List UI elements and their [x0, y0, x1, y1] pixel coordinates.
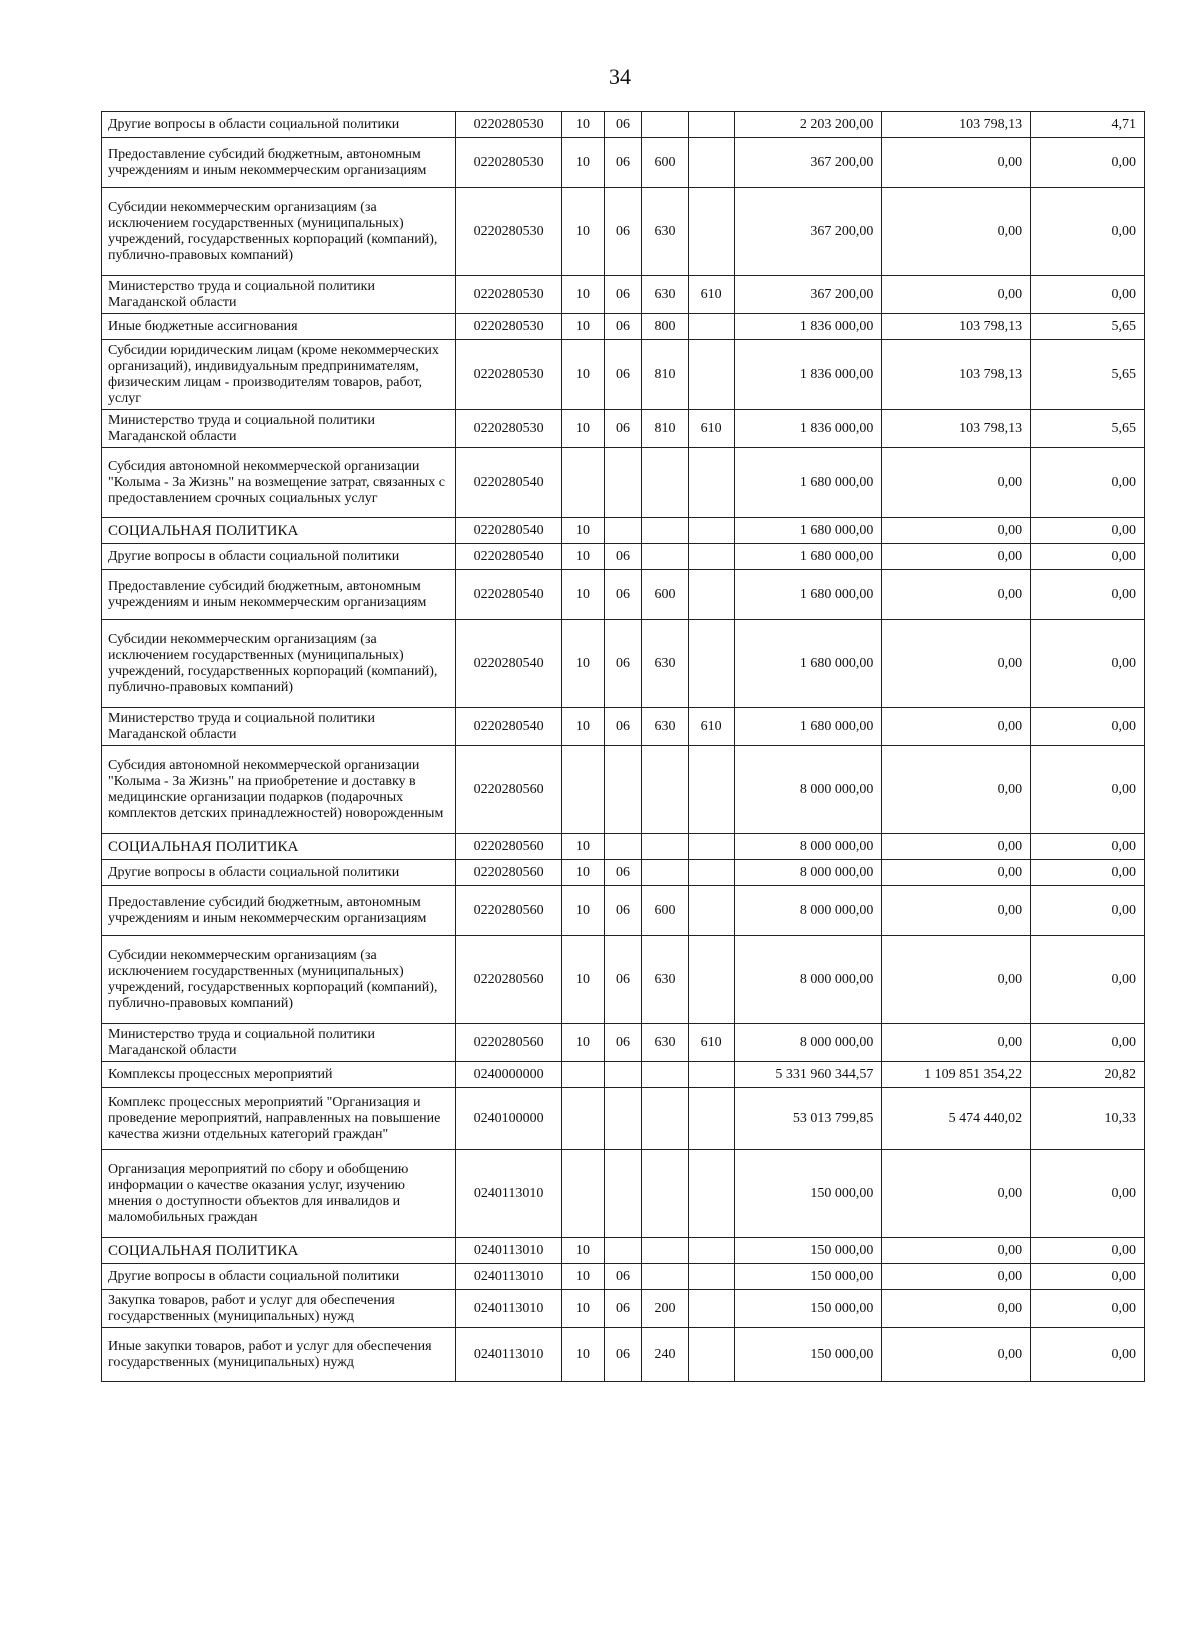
- row-name-cell: Предоставление субсидий бюджетным, автономным учреждениям и иным некоммерческим организациям: [102, 138, 456, 188]
- table-row: [102, 1328, 1145, 1382]
- row-name-cell: Закупка товаров, работ и услуг для обеспечения государственных (муниципальных) нужд: [102, 1290, 456, 1328]
- row-expense-type-cell: [642, 112, 688, 138]
- row-name-cell: Организация мероприятий по сбору и обобщению информации о качестве оказания услуг, изучению мнения о доступности объектов для инвалидов и маломобильных граждан: [102, 1150, 456, 1238]
- row-section-cell: 10: [562, 188, 604, 276]
- row-fact-cell: 0,00: [882, 276, 1031, 314]
- row-csr-cell: 0220280560: [455, 1024, 562, 1062]
- row-fact-cell: 5 474 440,02: [882, 1088, 1031, 1150]
- row-fact-cell: 103 798,13: [882, 410, 1031, 448]
- row-subsection-cell: 06: [604, 1328, 642, 1382]
- row-csr-cell: 0220280540: [455, 518, 562, 544]
- row-name-cell: Субсидия автономной некоммерческой организации "Колыма - За Жизнь" на возмещение затрат, связанных с предоставлением срочных социальных услуг: [102, 448, 456, 518]
- row-percent-cell: 0,00: [1031, 1024, 1145, 1062]
- row-expense-type-cell: 800: [642, 314, 688, 340]
- row-admin-code-cell: [688, 886, 734, 936]
- row-section-cell: 10: [562, 936, 604, 1024]
- row-subsection-cell: 06: [604, 112, 642, 138]
- row-plan-cell: 367 200,00: [734, 138, 882, 188]
- row-admin-code-cell: [688, 834, 734, 860]
- row-subsection-cell: 06: [604, 340, 642, 410]
- row-plan-cell: 1 680 000,00: [734, 570, 882, 620]
- row-admin-code-cell: [688, 936, 734, 1024]
- row-name-cell: СОЦИАЛЬНАЯ ПОЛИТИКА: [102, 1238, 456, 1264]
- row-name-cell: Предоставление субсидий бюджетным, автономным учреждениям и иным некоммерческим организациям: [102, 886, 456, 936]
- row-subsection-cell: [604, 834, 642, 860]
- row-percent-cell: 20,82: [1031, 1062, 1145, 1088]
- row-percent-cell: 0,00: [1031, 834, 1145, 860]
- row-section-cell: [562, 448, 604, 518]
- row-plan-cell: 8 000 000,00: [734, 834, 882, 860]
- row-section-cell: 10: [562, 1264, 604, 1290]
- row-csr-cell: 0240113010: [455, 1328, 562, 1382]
- row-csr-cell: 0240113010: [455, 1290, 562, 1328]
- row-percent-cell: 10,33: [1031, 1088, 1145, 1150]
- row-plan-cell: 150 000,00: [734, 1238, 882, 1264]
- row-plan-cell: 367 200,00: [734, 188, 882, 276]
- row-subsection-cell: 06: [604, 138, 642, 188]
- row-percent-cell: 0,00: [1031, 1150, 1145, 1238]
- row-name-cell: Субсидии некоммерческим организациям (за исключением государственных (муниципальных) учреждений, государственных корпораций (компаний), публично-правовых компаний): [102, 936, 456, 1024]
- row-percent-cell: 0,00: [1031, 1290, 1145, 1328]
- row-expense-type-cell: 240: [642, 1328, 688, 1382]
- row-name-cell: Министерство труда и социальной политики Магаданской области: [102, 1024, 456, 1062]
- row-plan-cell: 1 680 000,00: [734, 544, 882, 570]
- row-name-cell: СОЦИАЛЬНАЯ ПОЛИТИКА: [102, 834, 456, 860]
- row-expense-type-cell: 630: [642, 188, 688, 276]
- row-fact-cell: 0,00: [882, 138, 1031, 188]
- row-name-cell: Субсидии юридическим лицам (кроме некоммерческих организаций), индивидуальным предпринимателям, физическим лицам - производителям товаров, работ, услуг: [102, 340, 456, 410]
- row-fact-cell: 0,00: [882, 518, 1031, 544]
- row-subsection-cell: [604, 518, 642, 544]
- row-expense-type-cell: [642, 1264, 688, 1290]
- row-section-cell: [562, 1150, 604, 1238]
- row-fact-cell: 0,00: [882, 936, 1031, 1024]
- row-subsection-cell: 06: [604, 410, 642, 448]
- table-row: [102, 886, 1145, 936]
- row-expense-type-cell: [642, 1062, 688, 1088]
- row-expense-type-cell: [642, 1150, 688, 1238]
- row-csr-cell: 0220280560: [455, 746, 562, 834]
- row-section-cell: 10: [562, 620, 604, 708]
- table-row: [102, 620, 1145, 708]
- row-plan-cell: 8 000 000,00: [734, 936, 882, 1024]
- row-subsection-cell: 06: [604, 1024, 642, 1062]
- table-row: [102, 834, 1145, 860]
- table-row: [102, 138, 1145, 188]
- row-fact-cell: 103 798,13: [882, 340, 1031, 410]
- row-fact-cell: 0,00: [882, 1024, 1031, 1062]
- row-name-cell: СОЦИАЛЬНАЯ ПОЛИТИКА: [102, 518, 456, 544]
- table-row: [102, 936, 1145, 1024]
- row-name-cell: Предоставление субсидий бюджетным, автономным учреждениям и иным некоммерческим организациям: [102, 570, 456, 620]
- row-plan-cell: 2 203 200,00: [734, 112, 882, 138]
- row-expense-type-cell: 630: [642, 708, 688, 746]
- row-percent-cell: 5,65: [1031, 314, 1145, 340]
- row-admin-code-cell: 610: [688, 276, 734, 314]
- row-expense-type-cell: [642, 1088, 688, 1150]
- row-admin-code-cell: [688, 314, 734, 340]
- row-section-cell: 10: [562, 1328, 604, 1382]
- row-admin-code-cell: 610: [688, 1024, 734, 1062]
- row-section-cell: 10: [562, 1290, 604, 1328]
- table-row: [102, 1150, 1145, 1238]
- row-expense-type-cell: 600: [642, 570, 688, 620]
- row-csr-cell: 0220280530: [455, 188, 562, 276]
- row-fact-cell: 0,00: [882, 1328, 1031, 1382]
- table-row: [102, 1264, 1145, 1290]
- row-percent-cell: 0,00: [1031, 1328, 1145, 1382]
- row-fact-cell: 1 109 851 354,22: [882, 1062, 1031, 1088]
- row-expense-type-cell: [642, 860, 688, 886]
- row-expense-type-cell: 630: [642, 276, 688, 314]
- row-fact-cell: 0,00: [882, 1290, 1031, 1328]
- row-plan-cell: 53 013 799,85: [734, 1088, 882, 1150]
- row-admin-code-cell: [688, 448, 734, 518]
- table-row: [102, 1024, 1145, 1062]
- row-expense-type-cell: 600: [642, 886, 688, 936]
- row-percent-cell: 0,00: [1031, 746, 1145, 834]
- row-expense-type-cell: 810: [642, 410, 688, 448]
- row-csr-cell: 0220280560: [455, 886, 562, 936]
- row-section-cell: 10: [562, 112, 604, 138]
- row-csr-cell: 0240113010: [455, 1238, 562, 1264]
- row-percent-cell: 5,65: [1031, 340, 1145, 410]
- row-csr-cell: 0220280540: [455, 708, 562, 746]
- row-admin-code-cell: [688, 138, 734, 188]
- row-plan-cell: 5 331 960 344,57: [734, 1062, 882, 1088]
- row-plan-cell: 1 680 000,00: [734, 518, 882, 544]
- row-percent-cell: 0,00: [1031, 188, 1145, 276]
- row-name-cell: Субсидии некоммерческим организациям (за исключением государственных (муниципальных) учреждений, государственных корпораций (компаний), публично-правовых компаний): [102, 620, 456, 708]
- budget-table: [101, 111, 1145, 1382]
- row-expense-type-cell: [642, 518, 688, 544]
- row-subsection-cell: 06: [604, 886, 642, 936]
- row-fact-cell: 0,00: [882, 620, 1031, 708]
- row-admin-code-cell: [688, 1290, 734, 1328]
- row-fact-cell: 0,00: [882, 1264, 1031, 1290]
- table-row: [102, 276, 1145, 314]
- row-admin-code-cell: 610: [688, 410, 734, 448]
- row-name-cell: Министерство труда и социальной политики Магаданской области: [102, 276, 456, 314]
- row-expense-type-cell: [642, 746, 688, 834]
- page-number: 34: [609, 64, 631, 89]
- row-expense-type-cell: [642, 1238, 688, 1264]
- row-admin-code-cell: [688, 1088, 734, 1150]
- row-fact-cell: 103 798,13: [882, 112, 1031, 138]
- table-body: [102, 112, 1145, 1382]
- row-section-cell: 10: [562, 518, 604, 544]
- row-percent-cell: 5,65: [1031, 410, 1145, 448]
- row-section-cell: 10: [562, 544, 604, 570]
- row-plan-cell: 1 680 000,00: [734, 620, 882, 708]
- row-fact-cell: 0,00: [882, 1238, 1031, 1264]
- row-csr-cell: 0220280540: [455, 544, 562, 570]
- row-section-cell: [562, 1088, 604, 1150]
- row-percent-cell: 0,00: [1031, 1264, 1145, 1290]
- row-name-cell: Министерство труда и социальной политики Магаданской области: [102, 410, 456, 448]
- row-plan-cell: 150 000,00: [734, 1264, 882, 1290]
- row-csr-cell: 0220280530: [455, 276, 562, 314]
- row-admin-code-cell: [688, 1264, 734, 1290]
- row-admin-code-cell: [688, 518, 734, 544]
- row-section-cell: 10: [562, 860, 604, 886]
- row-csr-cell: 0220280560: [455, 860, 562, 886]
- row-fact-cell: 0,00: [882, 544, 1031, 570]
- row-expense-type-cell: 810: [642, 340, 688, 410]
- row-plan-cell: 1 836 000,00: [734, 410, 882, 448]
- row-subsection-cell: 06: [604, 860, 642, 886]
- table-row: [102, 1062, 1145, 1088]
- row-subsection-cell: [604, 1150, 642, 1238]
- table-row: [102, 1238, 1145, 1264]
- row-csr-cell: 0220280540: [455, 570, 562, 620]
- row-csr-cell: 0240113010: [455, 1150, 562, 1238]
- row-section-cell: [562, 1062, 604, 1088]
- row-admin-code-cell: [688, 1238, 734, 1264]
- row-section-cell: 10: [562, 314, 604, 340]
- row-subsection-cell: 06: [604, 544, 642, 570]
- table-row: [102, 112, 1145, 138]
- row-admin-code-cell: [688, 112, 734, 138]
- row-admin-code-cell: [688, 1062, 734, 1088]
- row-fact-cell: 0,00: [882, 570, 1031, 620]
- row-subsection-cell: 06: [604, 570, 642, 620]
- row-subsection-cell: 06: [604, 276, 642, 314]
- table-row: [102, 544, 1145, 570]
- table-row: [102, 314, 1145, 340]
- row-plan-cell: 150 000,00: [734, 1150, 882, 1238]
- row-expense-type-cell: 600: [642, 138, 688, 188]
- table-row: [102, 708, 1145, 746]
- row-admin-code-cell: 610: [688, 708, 734, 746]
- row-plan-cell: 1 680 000,00: [734, 448, 882, 518]
- row-subsection-cell: 06: [604, 620, 642, 708]
- table-row: [102, 860, 1145, 886]
- row-expense-type-cell: 630: [642, 936, 688, 1024]
- row-subsection-cell: [604, 746, 642, 834]
- row-plan-cell: 8 000 000,00: [734, 746, 882, 834]
- row-name-cell: Другие вопросы в области социальной политики: [102, 112, 456, 138]
- row-section-cell: 10: [562, 340, 604, 410]
- row-name-cell: Другие вопросы в области социальной политики: [102, 1264, 456, 1290]
- row-csr-cell: 0240113010: [455, 1264, 562, 1290]
- row-fact-cell: 0,00: [882, 834, 1031, 860]
- row-plan-cell: 1 680 000,00: [734, 708, 882, 746]
- row-admin-code-cell: [688, 860, 734, 886]
- row-percent-cell: 0,00: [1031, 138, 1145, 188]
- row-percent-cell: 0,00: [1031, 1238, 1145, 1264]
- row-percent-cell: 0,00: [1031, 620, 1145, 708]
- row-admin-code-cell: [688, 746, 734, 834]
- row-plan-cell: 367 200,00: [734, 276, 882, 314]
- row-expense-type-cell: [642, 834, 688, 860]
- row-name-cell: Иные закупки товаров, работ и услуг для обеспечения государственных (муниципальных) нужд: [102, 1328, 456, 1382]
- row-admin-code-cell: [688, 620, 734, 708]
- row-subsection-cell: [604, 448, 642, 518]
- row-csr-cell: 0220280560: [455, 834, 562, 860]
- row-percent-cell: 0,00: [1031, 708, 1145, 746]
- row-fact-cell: 103 798,13: [882, 314, 1031, 340]
- row-csr-cell: 0220280560: [455, 936, 562, 1024]
- table-row: [102, 448, 1145, 518]
- table-row: [102, 570, 1145, 620]
- row-subsection-cell: 06: [604, 1264, 642, 1290]
- row-subsection-cell: [604, 1238, 642, 1264]
- row-subsection-cell: [604, 1062, 642, 1088]
- row-fact-cell: 0,00: [882, 746, 1031, 834]
- table-row: [102, 1088, 1145, 1150]
- row-percent-cell: 4,71: [1031, 112, 1145, 138]
- row-admin-code-cell: [688, 570, 734, 620]
- row-subsection-cell: [604, 1088, 642, 1150]
- row-percent-cell: 0,00: [1031, 936, 1145, 1024]
- table-row: [102, 410, 1145, 448]
- row-section-cell: 10: [562, 1024, 604, 1062]
- row-section-cell: 10: [562, 708, 604, 746]
- row-plan-cell: 1 836 000,00: [734, 340, 882, 410]
- row-section-cell: 10: [562, 1238, 604, 1264]
- row-name-cell: Субсидии некоммерческим организациям (за исключением государственных (муниципальных) учреждений, государственных корпораций (компаний), публично-правовых компаний): [102, 188, 456, 276]
- row-section-cell: 10: [562, 886, 604, 936]
- row-plan-cell: 150 000,00: [734, 1328, 882, 1382]
- row-csr-cell: 0220280530: [455, 410, 562, 448]
- row-admin-code-cell: [688, 1328, 734, 1382]
- table-row: [102, 518, 1145, 544]
- row-section-cell: 10: [562, 410, 604, 448]
- row-csr-cell: 0220280530: [455, 112, 562, 138]
- row-percent-cell: 0,00: [1031, 860, 1145, 886]
- table-row: [102, 340, 1145, 410]
- row-expense-type-cell: [642, 448, 688, 518]
- row-csr-cell: 0220280530: [455, 314, 562, 340]
- row-fact-cell: 0,00: [882, 886, 1031, 936]
- row-section-cell: 10: [562, 138, 604, 188]
- row-csr-cell: 0220280530: [455, 340, 562, 410]
- row-subsection-cell: 06: [604, 1290, 642, 1328]
- row-subsection-cell: 06: [604, 708, 642, 746]
- row-name-cell: Министерство труда и социальной политики Магаданской области: [102, 708, 456, 746]
- row-admin-code-cell: [688, 340, 734, 410]
- row-name-cell: Другие вопросы в области социальной политики: [102, 544, 456, 570]
- row-section-cell: [562, 746, 604, 834]
- row-expense-type-cell: [642, 544, 688, 570]
- row-fact-cell: 0,00: [882, 860, 1031, 886]
- row-admin-code-cell: [688, 544, 734, 570]
- row-csr-cell: 0240100000: [455, 1088, 562, 1150]
- row-subsection-cell: 06: [604, 936, 642, 1024]
- row-expense-type-cell: 630: [642, 620, 688, 708]
- row-plan-cell: 150 000,00: [734, 1290, 882, 1328]
- table-row: [102, 1290, 1145, 1328]
- row-section-cell: 10: [562, 570, 604, 620]
- row-csr-cell: 0240000000: [455, 1062, 562, 1088]
- row-name-cell: Другие вопросы в области социальной политики: [102, 860, 456, 886]
- row-csr-cell: 0220280540: [455, 620, 562, 708]
- row-fact-cell: 0,00: [882, 1150, 1031, 1238]
- row-admin-code-cell: [688, 1150, 734, 1238]
- row-percent-cell: 0,00: [1031, 886, 1145, 936]
- row-percent-cell: 0,00: [1031, 448, 1145, 518]
- row-plan-cell: 8 000 000,00: [734, 860, 882, 886]
- row-subsection-cell: 06: [604, 188, 642, 276]
- row-fact-cell: 0,00: [882, 708, 1031, 746]
- row-percent-cell: 0,00: [1031, 518, 1145, 544]
- table-row: [102, 188, 1145, 276]
- row-csr-cell: 0220280540: [455, 448, 562, 518]
- row-fact-cell: 0,00: [882, 188, 1031, 276]
- row-csr-cell: 0220280530: [455, 138, 562, 188]
- table-row: [102, 746, 1145, 834]
- row-expense-type-cell: 630: [642, 1024, 688, 1062]
- row-expense-type-cell: 200: [642, 1290, 688, 1328]
- row-percent-cell: 0,00: [1031, 570, 1145, 620]
- row-percent-cell: 0,00: [1031, 544, 1145, 570]
- row-subsection-cell: 06: [604, 314, 642, 340]
- row-name-cell: Субсидия автономной некоммерческой организации "Колыма - За Жизнь" на приобретение и доставку в медицинские организации подарков (подарочных комплектов детских принадлежностей) новорожденным: [102, 746, 456, 834]
- row-percent-cell: 0,00: [1031, 276, 1145, 314]
- row-name-cell: Иные бюджетные ассигнования: [102, 314, 456, 340]
- row-section-cell: 10: [562, 834, 604, 860]
- row-fact-cell: 0,00: [882, 448, 1031, 518]
- row-plan-cell: 1 836 000,00: [734, 314, 882, 340]
- row-plan-cell: 8 000 000,00: [734, 1024, 882, 1062]
- row-name-cell: Комплекс процессных мероприятий "Организация и проведение мероприятий, направленных на повышение качества жизни отдельных категорий граждан": [102, 1088, 456, 1150]
- row-plan-cell: 8 000 000,00: [734, 886, 882, 936]
- row-name-cell: Комплексы процессных мероприятий: [102, 1062, 456, 1088]
- row-section-cell: 10: [562, 276, 604, 314]
- row-admin-code-cell: [688, 188, 734, 276]
